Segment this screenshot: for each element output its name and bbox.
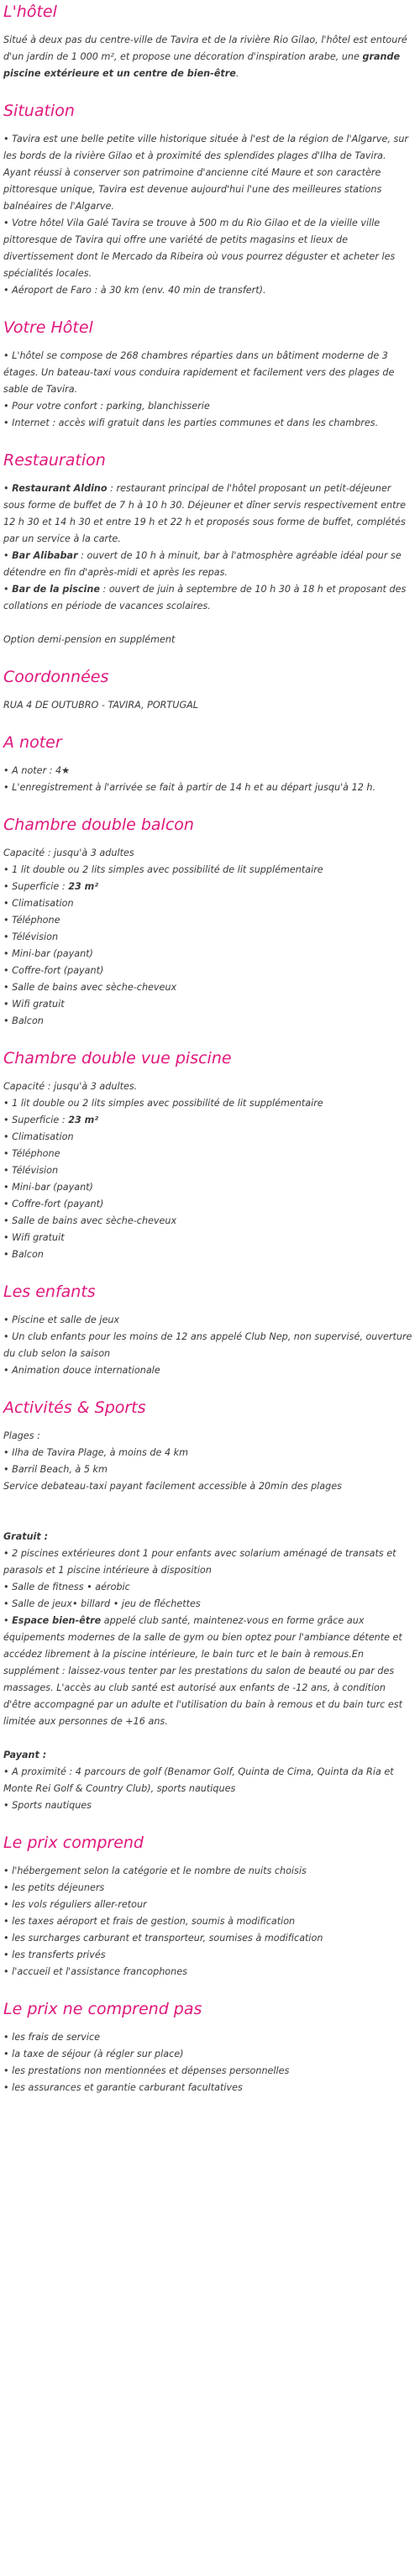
section-enfants — [3, 1280, 413, 1379]
restauration-note: Option demi-pension en supplément — [3, 634, 176, 645]
section-title-a-noter: A noter — [3, 733, 62, 752]
section-coordonnees — [3, 665, 413, 714]
enfants-list — [3, 1312, 413, 1379]
list-item: • les taxes aéroport et frais de gestion, soumis à modification — [3, 1913, 413, 1930]
list-item: • Salle de bains avec sèche-cheveux — [3, 1213, 413, 1230]
section-title-prix-ne-comprend: Le prix ne comprend pas — [3, 2000, 202, 2018]
list-item: • Climatisation — [3, 895, 413, 912]
payant-label: Payant : — [3, 1750, 47, 1760]
list-item: • Salle de fitness • aérobic — [3, 1579, 413, 1596]
prix-ne-comprend-list — [3, 2029, 413, 2096]
list-item: • les prestations non mentionnées et dépenses personnelles — [3, 2063, 413, 2080]
list-item: • Wifi gratuit — [3, 996, 413, 1013]
list-item: • L'hôtel se compose de 268 chambres réparties dans un bâtiment moderne de 3 étages. Un bateau-taxi vous conduira rapidement et facilement vers des plages de sable de Tavira. — [3, 348, 413, 398]
list-item: • les vols réguliers aller-retour — [3, 1897, 413, 1913]
list-item: • Wifi gratuit — [3, 1230, 413, 1246]
section-chambre-balcon — [3, 813, 413, 1030]
situation-list — [3, 131, 413, 299]
list-item: • Coffre-fort (payant) — [3, 1196, 413, 1213]
list-item: • Bar de la piscine : ouvert de juin à septembre de 10 h 30 à 18 h et proposant des collations en période de vacances scolaires. — [3, 581, 413, 615]
a-noter-list — [3, 763, 413, 796]
plages-note: Service debateau-taxi payant facilement accessible à 20min des plages — [3, 1481, 342, 1492]
section-prix-ne-comprend — [3, 1997, 413, 2096]
section-title-restauration: Restauration — [3, 451, 106, 470]
votre-hotel-list — [3, 348, 413, 432]
list-item: • la taxe de séjour (à régler sur place) — [3, 2046, 413, 2063]
list-item: • Téléphone — [3, 1146, 413, 1162]
section-title-votre-hotel: Votre Hôtel — [3, 318, 93, 337]
section-chambre-piscine — [3, 1047, 413, 1263]
list-item: • Salle de bains avec sèche-cheveux — [3, 979, 413, 996]
list-item: • Barril Beach, à 5 km — [3, 1461, 413, 1478]
section-activites — [3, 1396, 413, 1814]
list-item: • Aéroport de Faro : à 30 km (env. 40 min de transfert). — [3, 282, 413, 299]
list-item: • A proximité : 4 parcours de golf (Benamor Golf, Quinta de Cima, Quinta da Ria et Monte Rei Golf & Country Club), sports nautiques — [3, 1764, 413, 1797]
capacity: Capacité : jusqu'à 3 adultes. — [3, 1081, 138, 1092]
list-item: • Superficie : 23 m² — [3, 1112, 413, 1129]
list-item: • Salle de jeux• billard • jeu de fléchettes — [3, 1596, 413, 1613]
section-a-noter — [3, 731, 413, 796]
hotel-description: Situé à deux pas du centre-ville de Tavira et de la rivière Rio Gilao, l'hôtel est entouré d'un jardin de 1 000 m², et propose une décoration d'inspiration arabe, une grande piscine extérieure et un centre de bien-être. — [3, 34, 407, 79]
section-restauration — [3, 449, 413, 648]
list-item: • Internet : accès wifi gratuit dans les parties communes et dans les chambres. — [3, 415, 413, 432]
list-item: • Superficie : 23 m² — [3, 879, 413, 895]
list-item: • Coffre-fort (payant) — [3, 963, 413, 979]
list-item: • Espace bien-être appelé club santé, maintenez-vous en forme grâce aux équipements modernes de la salle de gym ou bien optez pour l'ambiance détente et accédez librement à la piscine intérieure, le bain turc et le bain à remous.En supplément : laissez-vous tenter par les prestations du salon de beauté ou par des massages. L'accès au club santé est autorisé aux enfants de -12 ans, à condition d'être accompagné par un adulte et l'utilisation du bain à remous et du bain turc est limitée aux personnes de +16 ans. — [3, 1613, 413, 1730]
plages-label: Plages : — [3, 1430, 40, 1441]
section-title-situation: Situation — [3, 102, 75, 120]
list-item: • les frais de service — [3, 2029, 413, 2046]
activites-content — [3, 1428, 413, 1814]
list-item: • les surcharges carburant et transporteur, soumises à modification — [3, 1930, 413, 1947]
chambre-piscine-list — [3, 1078, 413, 1263]
section-hotel — [3, 0, 413, 82]
list-item: • Piscine et salle de jeux — [3, 1312, 413, 1329]
list-item: • l'accueil et l'assistance francophones — [3, 1964, 413, 1981]
list-item: • Un club enfants pour les moins de 12 ans appelé Club Nep, non supervisé, ouverture du club selon la saison — [3, 1329, 413, 1362]
list-item: • Balcon — [3, 1246, 413, 1263]
chambre-balcon-list — [3, 845, 413, 1030]
list-item: • Votre hôtel Vila Galé Tavira se trouve à 500 m du Rio Gilao et de la vieille ville pittoresque de Tavira qui offre une variété de petits magasins et lieux de divertissement dont le Mercado da Ribeira où vous pourrez déguster et acheter les spécialités locales. — [3, 215, 413, 282]
list-item: • Balcon — [3, 1013, 413, 1030]
list-item: • les assurances et garantie carburant facultatives — [3, 2080, 413, 2096]
section-votre-hotel — [3, 316, 413, 432]
list-item: • 2 piscines extérieures dont 1 pour enfants avec solarium aménagé de transats et parasols et 1 piscine intérieure à disposition — [3, 1545, 413, 1579]
section-situation — [3, 99, 413, 299]
section-title-chambre-balcon: Chambre double balcon — [3, 816, 194, 834]
section-prix-comprend — [3, 1831, 413, 1981]
list-item: • Tavira est une belle petite ville historique située à l'est de la région de l'Algarve, sur les bords de la rivière Gilao et à proximité des splendides plages d'Ilha de Tavira. Ayant réussi à conserver son patrimoine d'ancienne cité Maure et son caractère pittoresque unique, Tavira est devenue aujourd'hui l'une des meilleures stations balnéaires de l'Algarve. — [3, 131, 413, 215]
list-item: • Sports nautiques — [3, 1797, 413, 1814]
list-item: • Télévision — [3, 929, 413, 946]
list-item: • Pour votre confort : parking, blanchisserie — [3, 398, 413, 415]
address: RUA 4 DE OUTUBRO - TAVIRA, PORTUGAL — [3, 700, 199, 711]
list-item: • Mini-bar (payant) — [3, 1179, 413, 1196]
section-title-chambre-piscine: Chambre double vue piscine — [3, 1049, 232, 1068]
section-title-enfants: Les enfants — [3, 1283, 96, 1301]
section-title-hotel: L'hôtel — [3, 3, 57, 21]
list-item: • 1 lit double ou 2 lits simples avec possibilité de lit supplémentaire — [3, 862, 413, 879]
section-title-activites: Activités & Sports — [3, 1398, 146, 1417]
restauration-list — [3, 480, 413, 648]
list-item: • Ilha de Tavira Plage, à moins de 4 km — [3, 1445, 413, 1461]
capacity: Capacité : jusqu'à 3 adultes — [3, 847, 134, 858]
list-item: • A noter : 4★ — [3, 763, 413, 779]
list-item: • Bar Alibabar : ouvert de 10 h à minuit, bar à l'atmosphère agréable idéal pour se détendre en fin d'après-midi et après les repas. — [3, 548, 413, 581]
list-item: • Télévision — [3, 1162, 413, 1179]
prix-comprend-list — [3, 1863, 413, 1981]
list-item: • Animation douce internationale — [3, 1362, 413, 1379]
section-title-coordonnees: Coordonnées — [3, 668, 109, 686]
list-item: • Climatisation — [3, 1129, 413, 1146]
list-item: • les transferts privés — [3, 1947, 413, 1964]
list-item: • L'enregistrement à l'arrivée se fait à partir de 14 h et au départ jusqu'à 12 h. — [3, 779, 413, 796]
list-item: • Restaurant Aldino : restaurant principal de l'hôtel proposant un petit-déjeuner sous forme de buffet de 7 h à 10 h 30. Déjeuner et dîner servis respectivement entre 12 h 30 et 14 h 30 et entre 19 h et 22 h et proposés sous forme de buffet, complétés par un service à la carte. — [3, 480, 413, 548]
list-item: • Téléphone — [3, 912, 413, 929]
list-item: • les petits déjeuners — [3, 1880, 413, 1897]
list-item: • 1 lit double ou 2 lits simples avec possibilité de lit supplémentaire — [3, 1095, 413, 1112]
section-title-prix-comprend: Le prix comprend — [3, 1834, 144, 1852]
gratuit-label: Gratuit : — [3, 1531, 49, 1542]
list-item: • Mini-bar (payant) — [3, 946, 413, 963]
list-item: • l'hébergement selon la catégorie et le nombre de nuits choisis — [3, 1863, 413, 1880]
